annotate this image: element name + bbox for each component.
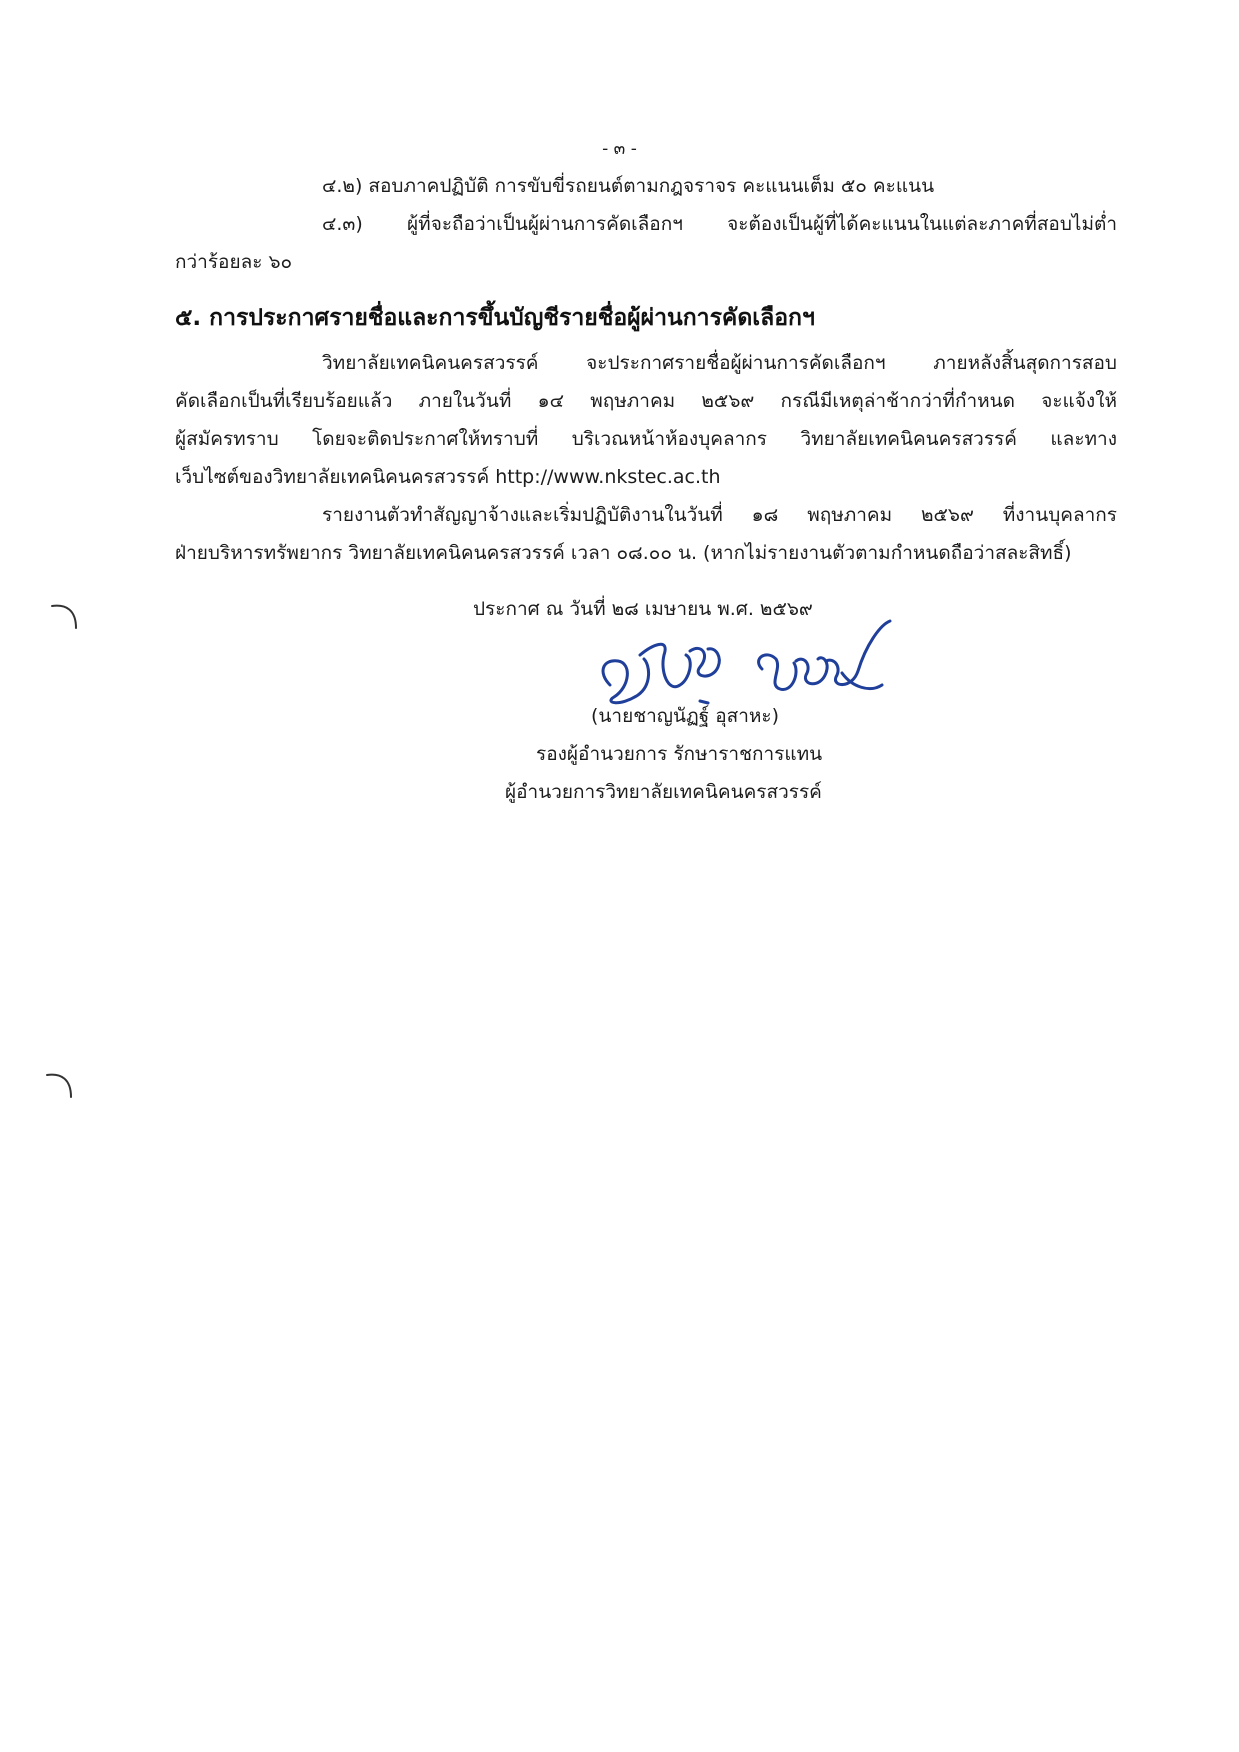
item-4-3-line1: ๔.๓) ผู้ที่จะถือว่าเป็นผู้ผ่านการคัดเลือกฯ จะต้องเป็นผู้ที่ได้คะแนนในแต่ละภาคที่สอบไม่ต่ำ — [322, 213, 1117, 235]
signatory-position: รองผู้อำนวยการ รักษาราชการแทน — [536, 743, 823, 765]
page-number: - ๓ - — [602, 139, 637, 159]
section-5-heading: ๕. การประกาศรายชื่อและการขึ้นบัญชีรายชื่อผู้ผ่านการคัดเลือกฯ — [175, 305, 815, 331]
signatory-title: ผู้อำนวยการวิทยาลัยเทคนิคนครสวรรค์ — [505, 781, 822, 803]
item-4-2: ๔.๒) สอบภาคปฏิบัติ การขับขี่รถยนต์ตามกฎจราจร คะแนนเต็ม ๕๐ คะแนน — [322, 175, 935, 197]
punch-hole-mark-bottom — [43, 1067, 83, 1107]
signatory-name: (นายชาญนัฏฐ์ อุสาหะ) — [591, 705, 780, 727]
para2-line2: ฝ่ายบริหารทรัพยากร วิทยาลัยเทคนิคนครสวรรค์ เวลา ๐๘.๐๐ น. (หากไม่รายงานตัวตามกำหนดถือว่าสละสิทธิ์) — [175, 542, 1072, 564]
para2-line1: รายงานตัวทำสัญญาจ้างและเริ่มปฏิบัติงานในวันที่ ๑๘ พฤษภาคม ๒๕๖๙ ที่งานบุคลากร — [322, 504, 1117, 526]
item-4-3-line2: กว่าร้อยละ ๖๐ — [175, 251, 293, 273]
para1-line3: ผู้สมัครทราบ โดยจะติดประกาศให้ทราบที่ บริเวณหน้าห้องบุคลากร วิทยาลัยเทคนิคนครสวรรค์ และทาง — [175, 428, 1117, 450]
announcement-date: ประกาศ ณ วันที่ ๒๘ เมษายน พ.ศ. ๒๕๖๙ — [473, 598, 813, 620]
para1-line4: เว็บไซต์ของวิทยาลัยเทคนิคนครสวรรค์ http://www.nkstec.ac.th — [175, 466, 721, 488]
punch-hole-mark-top — [48, 598, 88, 638]
para1-line1: วิทยาลัยเทคนิคนครสวรรค์ จะประกาศรายชื่อผู้ผ่านการคัดเลือกฯ ภายหลังสิ้นสุดการสอบ — [322, 352, 1117, 374]
para1-line2: คัดเลือกเป็นที่เรียบร้อยแล้ว ภายในวันที่ ๑๔ พฤษภาคม ๒๕๖๙ กรณีมีเหตุล่าช้ากว่าที่กำหนด จะแจ้งให้ — [175, 390, 1117, 412]
